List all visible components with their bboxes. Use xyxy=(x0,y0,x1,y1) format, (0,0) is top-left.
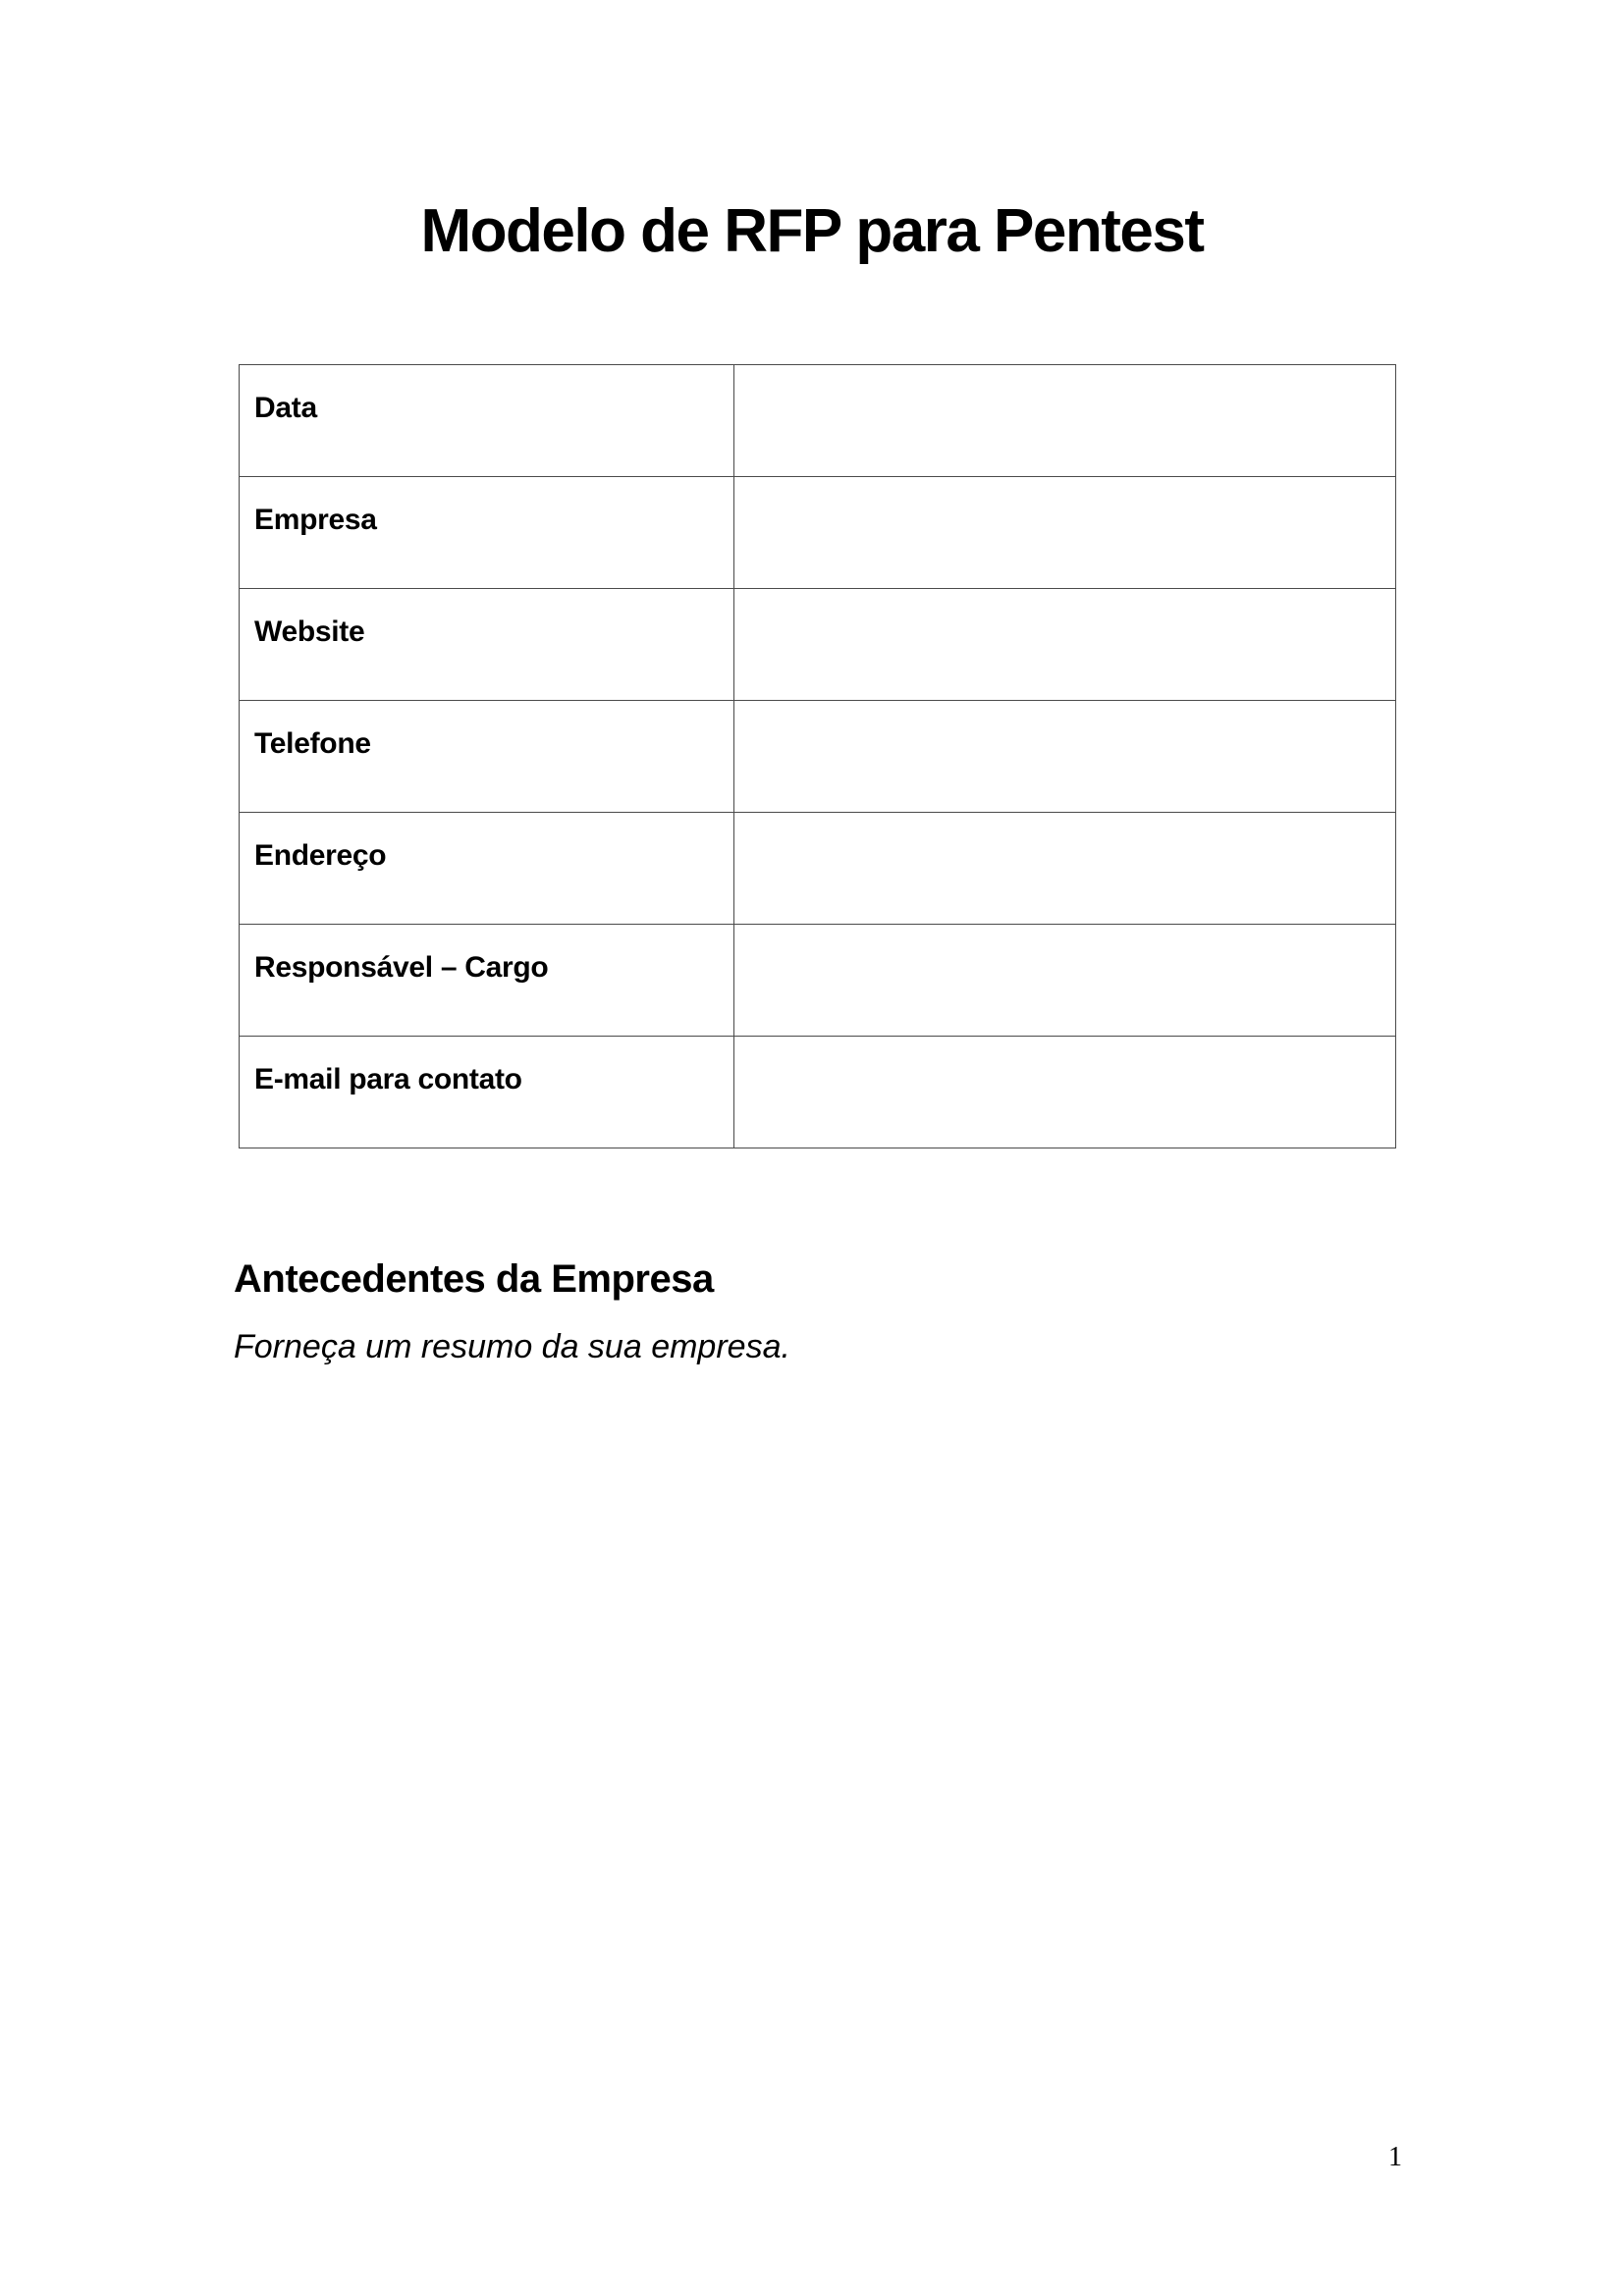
row-label: Responsável – Cargo xyxy=(254,951,549,984)
table-row xyxy=(240,1037,1396,1148)
table-row xyxy=(240,925,1396,1037)
label-cell-empresa xyxy=(240,477,734,589)
page-number: 1 xyxy=(1388,2142,1402,2172)
label-cell-endereco xyxy=(240,813,734,925)
value-cell-website[interactable] xyxy=(734,589,1396,701)
document-title: Modelo de RFP para Pentest xyxy=(420,197,1204,265)
row-label: Endereço xyxy=(254,839,387,872)
label-cell-website xyxy=(240,589,734,701)
table-row xyxy=(240,701,1396,813)
table-row xyxy=(240,589,1396,701)
value-cell-empresa[interactable] xyxy=(734,477,1396,589)
label-cell-data xyxy=(240,365,734,477)
label-cell-email xyxy=(240,1037,734,1148)
value-cell-data[interactable] xyxy=(734,365,1396,477)
label-cell-telefone xyxy=(240,701,734,813)
table-row xyxy=(240,813,1396,925)
table-row xyxy=(240,365,1396,477)
value-cell-email[interactable] xyxy=(734,1037,1396,1148)
value-cell-responsavel[interactable] xyxy=(734,925,1396,1037)
row-label: Website xyxy=(254,615,365,648)
section-instruction: Forneça um resumo da sua empresa. xyxy=(234,1328,790,1365)
row-label: Telefone xyxy=(254,727,371,760)
table-row xyxy=(240,477,1396,589)
section-heading: Antecedentes da Empresa xyxy=(234,1257,714,1301)
value-cell-endereco[interactable] xyxy=(734,813,1396,925)
label-cell-responsavel xyxy=(240,925,734,1037)
company-info-table xyxy=(239,364,1396,1148)
row-label: Data xyxy=(254,392,317,424)
row-label: Empresa xyxy=(254,504,377,536)
value-cell-telefone[interactable] xyxy=(734,701,1396,813)
row-label: E-mail para contato xyxy=(254,1063,522,1095)
